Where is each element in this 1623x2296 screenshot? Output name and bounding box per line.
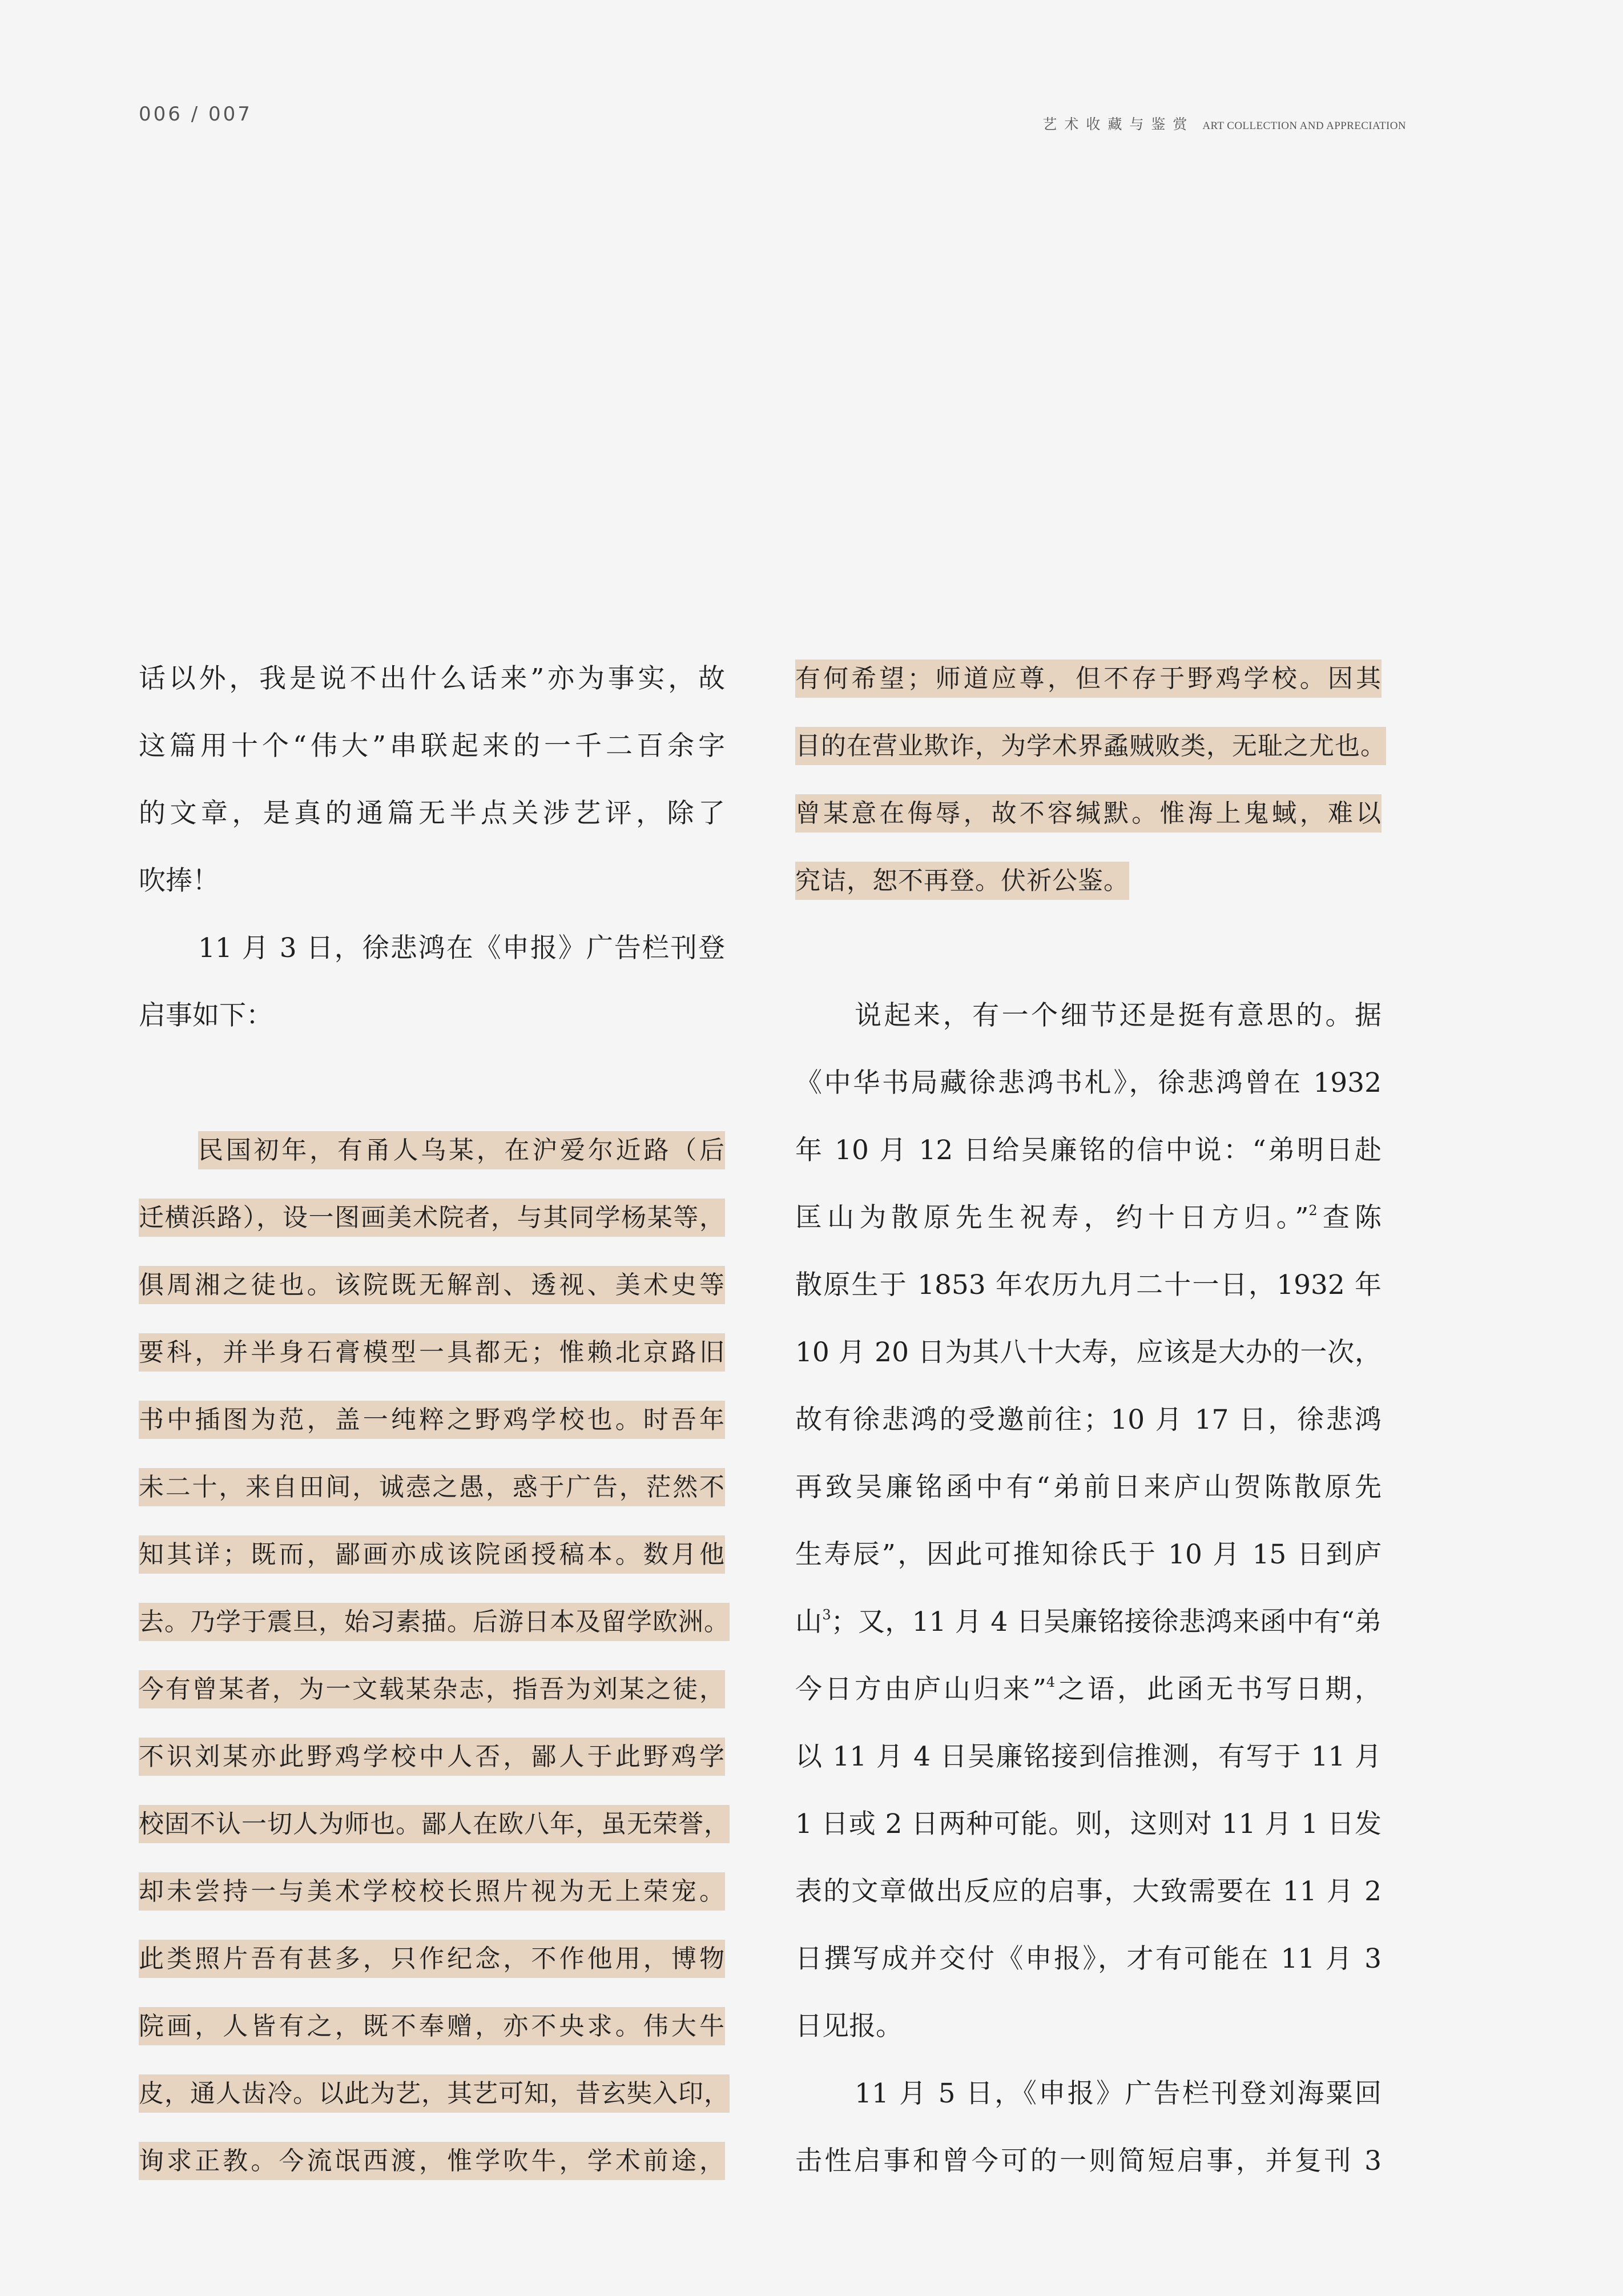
- quote-line: 却未尝持一与美术学校校长照片视为无上荣宠。: [139, 1858, 725, 1925]
- text-line: 这篇用十个“伟大”串联起来的一千二百余字: [139, 730, 725, 762]
- quote-line: 询求正教。今流氓西渡，惟学吹牛，学术前途，: [139, 2128, 725, 2195]
- left-column: [139, 645, 730, 2195]
- text-line: 10 月 20 日为其八十大寿，应该是大办的一次，: [795, 1337, 1382, 1368]
- spacer: [139, 1050, 725, 1117]
- quote-line: 今有曾某者，为一文载某杂志，指吾为刘某之徒，: [139, 1656, 725, 1723]
- text-line: 话以外，我是说不出什么话来”亦为事实，故: [139, 663, 725, 694]
- quote-line: 未二十，来自田间，诚悫之愚，惑于广告，茫然不: [139, 1454, 725, 1521]
- right-column: [795, 645, 1386, 2195]
- quoted-notice: [139, 1117, 730, 2195]
- text-line: 故有徐悲鸿的受邀前往；10 月 17 日，徐悲鸿: [795, 1404, 1382, 1435]
- spacer: [795, 915, 1382, 982]
- text-line: 《中华书局藏徐悲鸿书札》，徐悲鸿曾在 1932: [795, 1067, 1382, 1099]
- text-line: 日见报。: [795, 2010, 903, 2042]
- quote-line: 有何希望；师道应尊，但不存于野鸡学校。因其: [795, 645, 1382, 713]
- text-line: 日撰写成并交付《申报》，才有可能在 11 月 3: [795, 1943, 1382, 1975]
- quote-line: 迁横浜路），设一图画美术院者，与其同学杨某等，: [139, 1184, 725, 1252]
- text-line: 说起来，有一个细节还是挺有意思的。据: [855, 1000, 1382, 1031]
- text-line: 11 月 5 日，《申报》广告栏刊登刘海粟回: [855, 2078, 1382, 2109]
- text-line: 1 日或 2 日两种可能。则，这则对 11 月 1 日发: [795, 1808, 1382, 1840]
- text-line: 的文章，是真的通篇无半点关涉艺评，除了: [139, 798, 725, 829]
- running-header: [1042, 113, 1406, 134]
- quote-line: 究诘，恕不再登。伏祈公鉴。: [795, 847, 1382, 915]
- footnote-marker: 4: [1046, 1674, 1056, 1690]
- quote-line: 校固不认一切人为师也。鄙人在欧八年，虽无荣誉，: [139, 1791, 725, 1858]
- quote-line: 去。乃学于震旦，始习素描。后游日本及留学欧洲。: [139, 1589, 725, 1656]
- text-line: 表的文章做出反应的启事，大致需要在 11 月 2: [795, 1876, 1382, 1907]
- quote-line: 院画，人皆有之，既不奉赠，亦不央求。伟大牛: [139, 1993, 725, 2060]
- footnote-marker: 2: [1308, 1203, 1318, 1219]
- text-line: 启事如下：: [139, 1000, 273, 1031]
- text-line: 今日方由庐山归来”$^4$之语，此函无书写日期，: [795, 1674, 1382, 1705]
- quote-line: 目的在营业欺诈，为学术界蟊贼败类，无耻之尤也。: [795, 713, 1382, 780]
- text-line: 山$^3$；又，11 月 4 日吴廉铭接徐悲鸿来函中有“弟: [795, 1606, 1382, 1638]
- text-line: 击性启事和曾今可的一则简短启事，并复刊 3: [795, 2145, 1382, 2177]
- section-title-en: ART COLLECTION AND APPRECIATION: [1202, 120, 1406, 132]
- quote-line: 皮，通人齿冷。以此为艺，其艺可知，昔玄奘入印，: [139, 2060, 725, 2128]
- quote-line: 此类照片吾有甚多，只作纪念，不作他用，博物: [139, 1925, 725, 1993]
- text-line: 以 11 月 4 日吴廉铭接到信推测，有写于 11 月: [795, 1741, 1382, 1772]
- text-line: 散原生于 1853 年农历九月二十一日，1932 年: [795, 1269, 1382, 1301]
- quote-line: 不识刘某亦此野鸡学校中人否，鄙人于此野鸡学: [139, 1723, 725, 1791]
- footnote-marker: 3: [822, 1607, 831, 1623]
- quote-line: 曾某意在侮辱，故不容缄默。惟海上鬼蜮，难以: [795, 780, 1382, 847]
- quote-line: 知其详；既而，鄙画亦成该院函授稿本。数月他: [139, 1521, 725, 1589]
- text-line: 再致吴廉铭函中有“弟前日来庐山贺陈散原先: [795, 1471, 1382, 1503]
- quote-line: 俱周湘之徒也。该院既无解剖、透视、美术史等: [139, 1252, 725, 1319]
- page-numbers: 006 / 007: [139, 103, 252, 126]
- text-line: 年 10 月 12 日给吴廉铭的信中说：“弟明日赴: [795, 1135, 1382, 1166]
- text-line: 吹捧！: [139, 865, 219, 896]
- text-line: 匡山为散原先生祝寿，约十日方归。”$^2$查陈: [795, 1202, 1382, 1233]
- quote-line: 要科，并半身石膏模型一具都无；惟赖北京路旧: [139, 1319, 725, 1386]
- quoted-notice-continued: [795, 645, 1386, 915]
- text-line: 11 月 3 日，徐悲鸿在《申报》广告栏刊登: [198, 932, 725, 964]
- quote-line: 书中插图为范，盖一纯粹之野鸡学校也。时吾年: [139, 1386, 725, 1454]
- quote-line: 民国初年，有甬人乌某，在沪爱尔近路（后: [139, 1117, 725, 1184]
- text-line: 生寿辰”，因此可推知徐氏于 10 月 15 日到庐: [795, 1539, 1382, 1570]
- section-title-zh: 艺术收藏与鉴赏: [1042, 116, 1195, 132]
